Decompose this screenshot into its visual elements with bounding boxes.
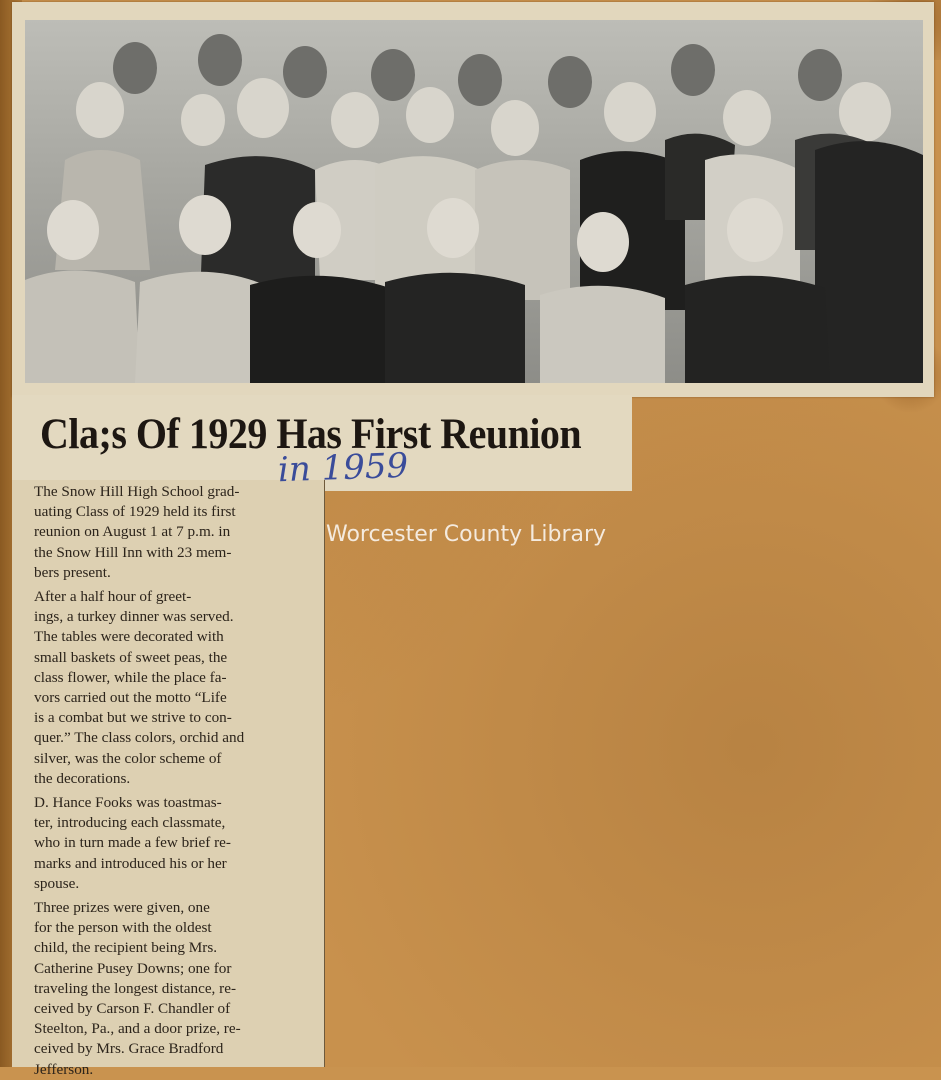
group-photo-figures [25, 20, 923, 383]
article-line: ceived by Mrs. Grace Bradford [34, 1040, 224, 1058]
article-line: who in turn made a few brief re- [34, 834, 231, 852]
article-paragraph [14, 587, 314, 789]
article-line: silver, was the color scheme of [34, 749, 222, 767]
article-line: Steelton, Pa., and a door prize, re- [34, 1020, 241, 1038]
article-line: the Snow Hill Inn with 23 mem- [34, 543, 232, 561]
article-line: spouse. [34, 874, 80, 892]
article-line: The tables were decorated with [34, 628, 224, 646]
article-line: vors carried out the motto “Life [34, 689, 227, 707]
article-paragraph [14, 482, 314, 583]
article-line: class flower, while the place fa- [34, 668, 227, 686]
article-line: Three prizes were given, one [34, 899, 210, 917]
group-photo [25, 20, 923, 383]
article-line: uating Class of 1929 held its first [34, 503, 236, 521]
article-line: child, the recipient being Mrs. [34, 939, 218, 957]
article-line: Jefferson. [34, 1060, 94, 1078]
handwritten-date-note: in 1959 [277, 445, 409, 491]
article-line: small baskets of sweet peas, the [34, 648, 228, 666]
article-line: After a half hour of greet- [34, 588, 192, 606]
article-line: Catherine Pusey Downs; one for [34, 959, 232, 977]
article-line: ceived by Carson F. Chandler of [34, 1000, 231, 1018]
article-line: ter, introducing each classmate, [34, 814, 226, 832]
article-line: ings, a turkey dinner was served. [34, 608, 234, 626]
article-line: reunion on August 1 at 7 p.m. in [34, 523, 231, 541]
article-line: for the person with the oldest [34, 919, 212, 937]
article-line: quer.” The class colors, orchid and [34, 729, 245, 747]
article-line: the decorations. [34, 769, 131, 787]
article-line: The Snow Hill High School grad- [34, 483, 240, 500]
article-paragraph [14, 793, 314, 894]
article-line: D. Hance Fooks was toastmas- [34, 794, 222, 812]
article-line: bers present. [34, 563, 111, 581]
library-watermark: Worcester County Library [326, 522, 607, 547]
article-body [14, 482, 314, 1080]
article-paragraph [14, 898, 314, 1080]
article-line: traveling the longest distance, re- [34, 979, 237, 997]
article-line: marks and introduced his or her [34, 854, 227, 872]
headline: Cla;s Of 1929 Has First Reunion [40, 409, 582, 458]
article-line: is a combat but we strive to con- [34, 709, 232, 727]
